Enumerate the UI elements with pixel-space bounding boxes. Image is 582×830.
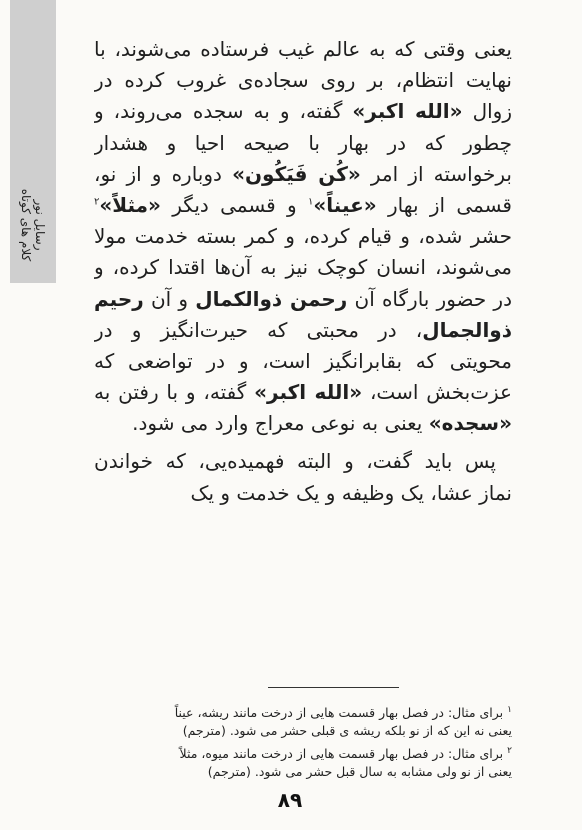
text-run: برخواسته از امر	[360, 161, 512, 186]
text-line	[94, 221, 512, 252]
text-run: محویتی که بقابرانگیز است، و در تواضعی که	[94, 348, 512, 373]
text-line	[94, 446, 512, 477]
footnote-number: ۱	[507, 705, 512, 715]
text-run: گفته، و به سجده می‌روند، و	[94, 99, 353, 124]
paragraph-gap	[94, 439, 512, 446]
text-run: می‌شوند، انسان کوچک نیز به آن‌ها اقتدا کرده، و	[94, 255, 512, 280]
text-line	[94, 34, 512, 65]
text-run: در حضور بارگاه آن	[347, 286, 512, 311]
running-header	[19, 189, 47, 262]
footnotes	[94, 700, 512, 782]
text-line	[94, 159, 512, 190]
text-run: دوباره و از نو،	[94, 161, 233, 186]
text-run: و آن	[143, 286, 196, 311]
footnote-marker: ۲	[94, 196, 100, 208]
text-run: چطور که در بهار با صیحه احیا و هشدار	[94, 130, 512, 155]
text-run: نهایت انتظام، بر روی سجاده‌ی غروب کرده در	[94, 68, 512, 93]
text-line	[94, 128, 512, 159]
body-text	[94, 34, 512, 509]
text-line	[94, 478, 512, 509]
text-line	[94, 346, 512, 377]
footnote-text: برای مثال: در فصل بهار قسمت هایی از درخت مانند ریشه، عیناً	[174, 705, 504, 721]
footnote-text: برای مثال: در فصل بهار قسمت هایی از درخت مانند میوه، مثلاً	[179, 746, 504, 762]
text-run: حشر شده، و قیام کرده، و کمر بسته خدمت مولا	[94, 224, 512, 249]
chapter-title: کلام های کوتاه	[19, 188, 33, 262]
footnote-line	[94, 700, 512, 721]
text-run: و قسمی دیگر	[160, 192, 308, 217]
bold-phrase: «مثلاً»	[99, 192, 161, 217]
text-line	[94, 96, 512, 127]
page-number: ۸۹	[277, 788, 303, 812]
bold-phrase: ذوالجمال	[422, 317, 512, 342]
text-run: قسمی از بهار	[376, 192, 512, 217]
text-line	[94, 190, 512, 221]
text-run: نماز عشا، یک وظیفه و یک خدمت و یک	[190, 480, 512, 505]
text-line	[94, 65, 512, 96]
footnote-line	[94, 762, 512, 783]
text-run: ، در محبتی که حیرت‌انگیز و در	[94, 317, 423, 342]
text-line	[94, 252, 512, 283]
book-title: رسایل نور	[33, 199, 47, 251]
footnote-number: ۲	[507, 746, 512, 756]
text-run: یعنی وقتی که به عالم غیب فرستاده می‌شوند، با	[94, 37, 512, 61]
text-line	[94, 315, 512, 346]
footnote-divider	[268, 687, 399, 688]
bold-phrase: «عیناً»	[313, 192, 377, 217]
text-run: گفته، و با رفتن به	[94, 380, 255, 405]
bold-phrase: رحیم	[94, 286, 144, 311]
text-run: عزت‌بخش است،	[362, 380, 512, 405]
text-run: پس باید گفت، و البته فهمیده‌یی، که خواندن	[94, 449, 496, 474]
footnote-line	[94, 721, 512, 742]
footnote-line	[94, 741, 512, 762]
text-line	[94, 377, 512, 408]
bold-phrase: «الله اکبر»	[352, 99, 463, 124]
text-run: یعنی به نوعی معراج وارد می شود.	[132, 411, 429, 436]
text-run: زوال	[462, 99, 512, 124]
footnote-text: یعنی از نو ولی مشابه به سال قبل حشر می شود. (مترجم)	[207, 763, 512, 779]
text-line	[94, 284, 512, 315]
text-line	[94, 408, 512, 439]
footnote-marker: ۱	[308, 196, 314, 208]
bold-phrase: «الله اکبر»	[254, 380, 363, 405]
footnote-text: یعنی نه این که از نو بلکه ریشه ی قبلی حشر می شود. (مترجم)	[182, 722, 512, 738]
bold-phrase: «سجده»	[428, 411, 512, 436]
bold-phrase: «کُن فَیَکُون»	[232, 161, 361, 186]
bold-phrase: رحمن ذوالکمال	[195, 286, 348, 311]
